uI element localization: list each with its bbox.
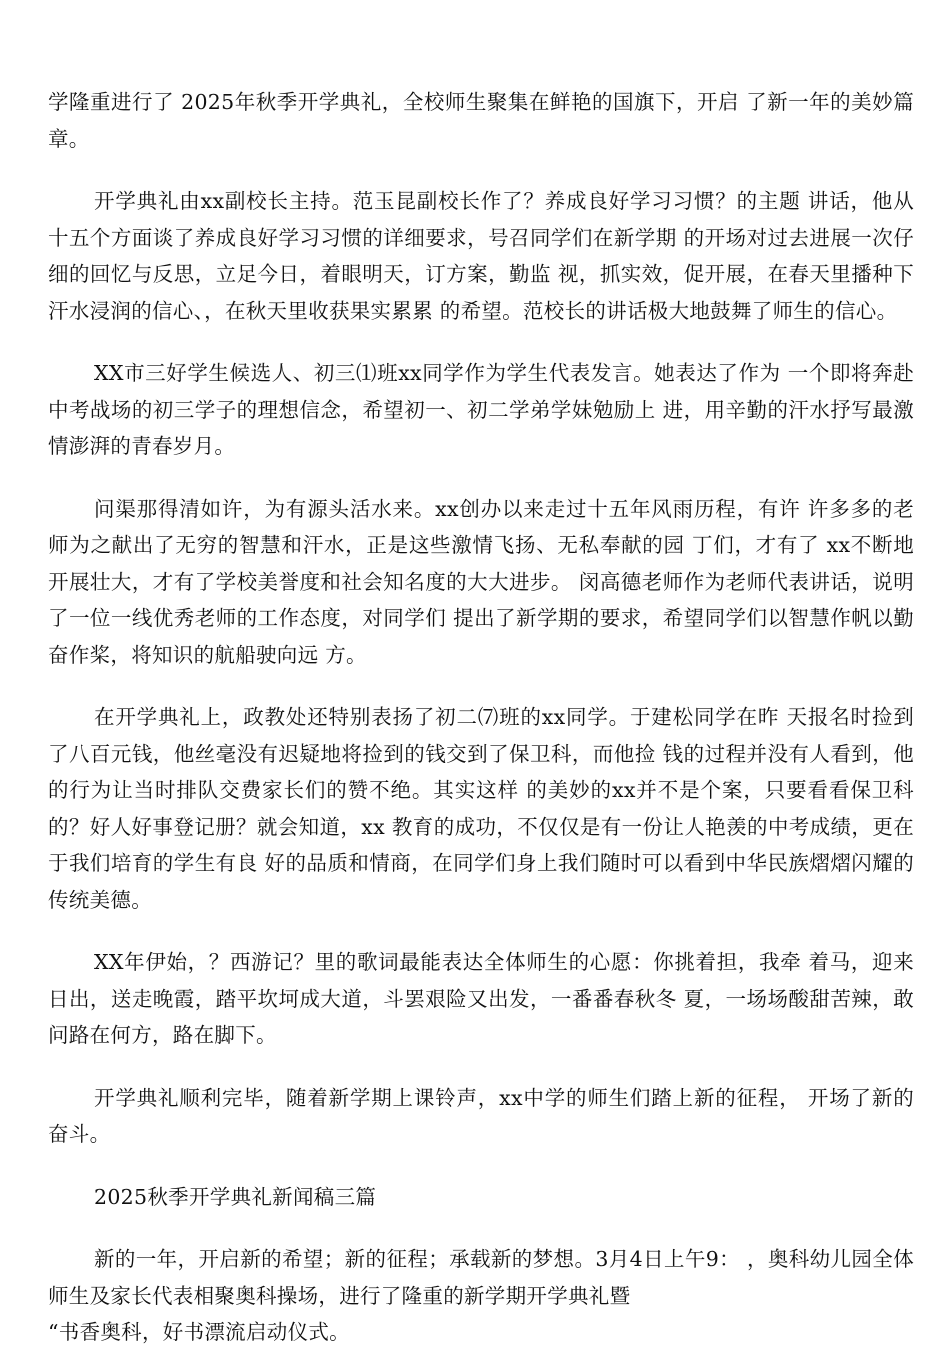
paragraph-kindergarten-text: 新的一年，开启新的希望；新的征程；承载新的梦想。3月4日上午9： ，奥科幼儿园全体师生及家长代表相聚奥科操场，进行了隆重的新学期开学典礼暨 [48, 1247, 914, 1308]
paragraph-kindergarten-quote: “书香奥科，好书漂流启动仪式。 [48, 1320, 350, 1344]
paragraph-opening: 学隆重进行了 2025年秋季开学典礼，全校师生聚集在鲜艳的国旗下，开启 了新一年的美妙篇章。 [48, 90, 914, 151]
paragraph-teacher-representative: 问渠那得清如许，为有源头活水来。xx创办以来走过十五年风雨历程，有许 许多多的老师为之献出了无穷的智慧和汗水，正是这些激情飞扬、无私奉献的园 丁们，才有了 xx不断地开展壮大，才有了学校美誉度和社会知名度的大大进步。 闵高德老师作为老师代表讲话，说明了一位一线优秀老师的工作态度，对同学们 提出了新学期的要求，希望同学们以智慧作帆以勤奋作桨，将知识的航船驶向远 方。 [48, 496, 914, 667]
document-body [48, 84, 914, 1351]
paragraph-journey-to-the-west: XX年伊始，？西游记？里的歌词最能表达全体师生的心愿：你挑着担，我牵 着马，迎来日出，送走晚霞，踏平坎坷成大道，斗罢艰险又出发，一番番春秋冬 夏，一场场酸甜苦辣，敢问路在何方，路在脚下。 [48, 950, 914, 1047]
section-subtitle: 2025秋季开学典礼新闻稿三篇 [94, 1184, 377, 1209]
paragraph-student-representative: XX市三好学生候选人、初三⑴班xx同学作为学生代表发言。她表达了作为 一个即将奔赴中考战场的初三学子的理想信念，希望初一、初二学弟学妹勉励上 进，用辛勤的汗水抒写最激情澎湃的青春岁月。 [48, 361, 914, 458]
paragraph-kindergarten-ceremony [48, 1241, 914, 1351]
paragraph-closing: 开学典礼顺利完毕，随着新学期上课铃声，xx中学的师生们踏上新的征程， 开场了新的奋斗。 [48, 1085, 914, 1146]
paragraph-vice-principal-speech: 开学典礼由xx副校长主持。范玉昆副校长作了？养成良好学习习惯？的主题 讲话，他从十五个方面谈了养成良好学习习惯的详细要求，号召同学们在新学期 的开场对过去进展一次仔细的回忆与反思，立足今日，着眼明天，订方案，勤监 视，抓实效，促开展，在春天里播种下汗水浸润的信心、，在秋天里收获果实累累 的希望。范校长的讲话极大地鼓舞了师生的信心。 [48, 189, 914, 323]
paragraph-commendation: 在开学典礼上，政教处还特别表扬了初二⑺班的xx同学。于建松同学在昨 天报名时捡到了八百元钱，他丝毫没有迟疑地将捡到的钱交到了保卫科，而他捡 钱的过程并没有人看到，他的行为让当时排队交费家长们的赞不绝。其实这样 的美妙的xx并不是个案，只要看看保卫科的？好人好事登记册？就会知道，xx 教育的成功，不仅仅是有一份让人艳羡的中考成绩，更在于我们培育的学生有良 好的品质和情商，在同学们身上我们随时可以看到中华民族熠熠闪耀的传统美德。 [48, 705, 914, 912]
